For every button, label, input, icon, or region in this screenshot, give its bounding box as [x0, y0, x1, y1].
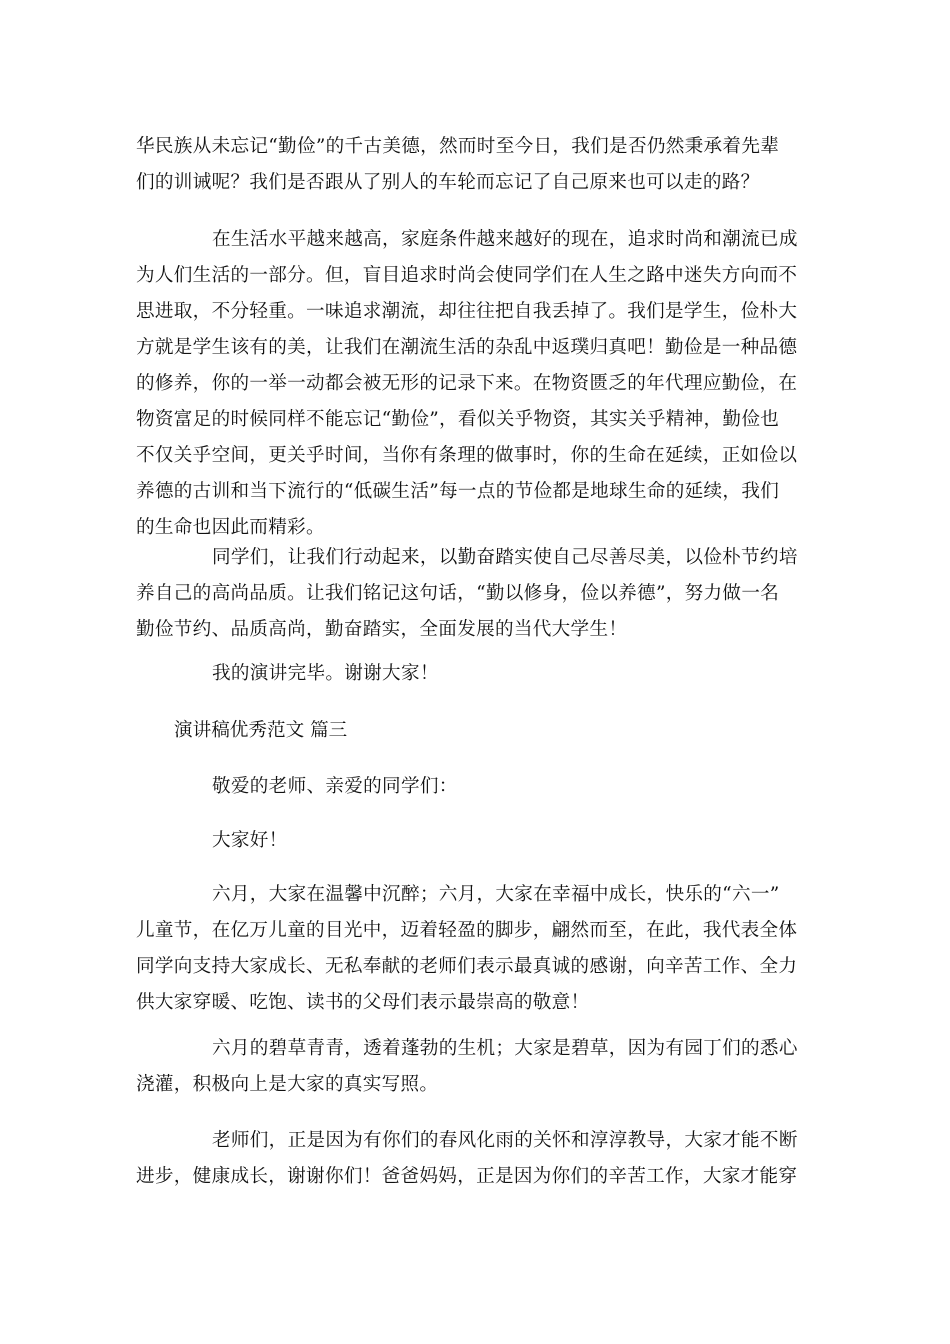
paragraph-line: 养德的古训和当下流行的“低碳生活”每一点的节俭都是地球生命的延续，我们	[136, 481, 780, 502]
paragraph-line: 大家好！	[212, 830, 288, 851]
paragraph-line: 老师们，正是因为有你们的春风化雨的关怀和淳淳教导，大家才能不断	[212, 1130, 798, 1151]
paragraph-line: 六月的碧草青青，透着蓬勃的生机；大家是碧草，因为有园丁们的悉心	[212, 1038, 798, 1059]
paragraph-line: 的生命也因此而精彩。	[136, 517, 325, 538]
section-heading: 演讲稿优秀范文 篇三	[174, 720, 348, 741]
paragraph-line: 在生活水平越来越高，家庭条件越来越好的现在，追求时尚和潮流已成	[212, 229, 798, 250]
paragraph-line: 的修养，你的一举一动都会被无形的记录下来。在物资匮乏的年代理应勤俭，在	[136, 373, 798, 394]
paragraph-line: 物资富足的时候同样不能忘记“勤俭”，看似关乎物资，其实关乎精神，勤俭也	[136, 409, 780, 430]
paragraph-line: 浇灌，积极向上是大家的真实写照。	[136, 1074, 439, 1095]
paragraph-line: 六月，大家在温馨中沉醉；六月，大家在幸福中成长，快乐的“六一”	[212, 884, 780, 905]
paragraph-6	[136, 823, 816, 859]
paragraph-line: 儿童节，在亿万儿童的目光中，迈着轻盈的脚步，翩然而至，在此，我代表全体	[136, 920, 798, 941]
paragraph-9	[136, 1123, 816, 1195]
paragraph-3	[136, 540, 816, 648]
paragraph-5	[136, 769, 816, 805]
paragraph-line: 方就是学生该有的美，让我们在潮流生活的杂乱中返璞归真吧！勤俭是一种品德	[136, 337, 798, 358]
paragraph-7	[136, 877, 816, 1021]
paragraph-4	[136, 656, 816, 692]
paragraph-8	[136, 1031, 816, 1103]
paragraph-line: 我的演讲完毕。谢谢大家！	[212, 663, 439, 684]
paragraph-line: 同学们，让我们行动起来，以勤奋踏实使自己尽善尽美，以俭朴节约培	[212, 547, 798, 568]
paragraph-line: 思进取，不分轻重。一味追求潮流，却往往把自我丢掉了。我们是学生，俭朴大	[136, 301, 798, 322]
paragraph-line: 进步，健康成长，谢谢你们！爸爸妈妈，正是因为你们的辛苦工作，大家才能穿	[136, 1166, 798, 1187]
paragraph-line: 供大家穿暖、吃饱、读书的父母们表示最崇高的敬意！	[136, 992, 590, 1013]
paragraph-1	[136, 129, 816, 201]
paragraph-line: 们的训诫呢？我们是否跟从了别人的车轮而忘记了自己原来也可以走的路？	[136, 172, 760, 193]
paragraph-line: 华民族从未忘记“勤俭”的千古美德，然而时至今日，我们是否仍然秉承着先辈	[136, 136, 780, 157]
paragraph-line: 养自己的高尚品质。让我们铭记这句话，“勤以修身，俭以养德”，努力做一名	[136, 583, 780, 604]
paragraph-line: 勤俭节约、品质高尚，勤奋踏实，全面发展的当代大学生！	[136, 619, 628, 640]
paragraph-line: 同学向支持大家成长、无私奉献的老师们表示最真诚的感谢，向辛苦工作、全力	[136, 956, 798, 977]
paragraph-line: 不仅关乎空间，更关乎时间，当你有条理的做事时，你的生命在延续，正如俭以	[136, 445, 798, 466]
paragraph-line: 为人们生活的一部分。但，盲目追求时尚会使同学们在人生之路中迷失方向而不	[136, 265, 798, 286]
paragraph-2	[136, 222, 816, 546]
paragraph-line: 敬爱的老师、亲爱的同学们：	[212, 776, 458, 797]
